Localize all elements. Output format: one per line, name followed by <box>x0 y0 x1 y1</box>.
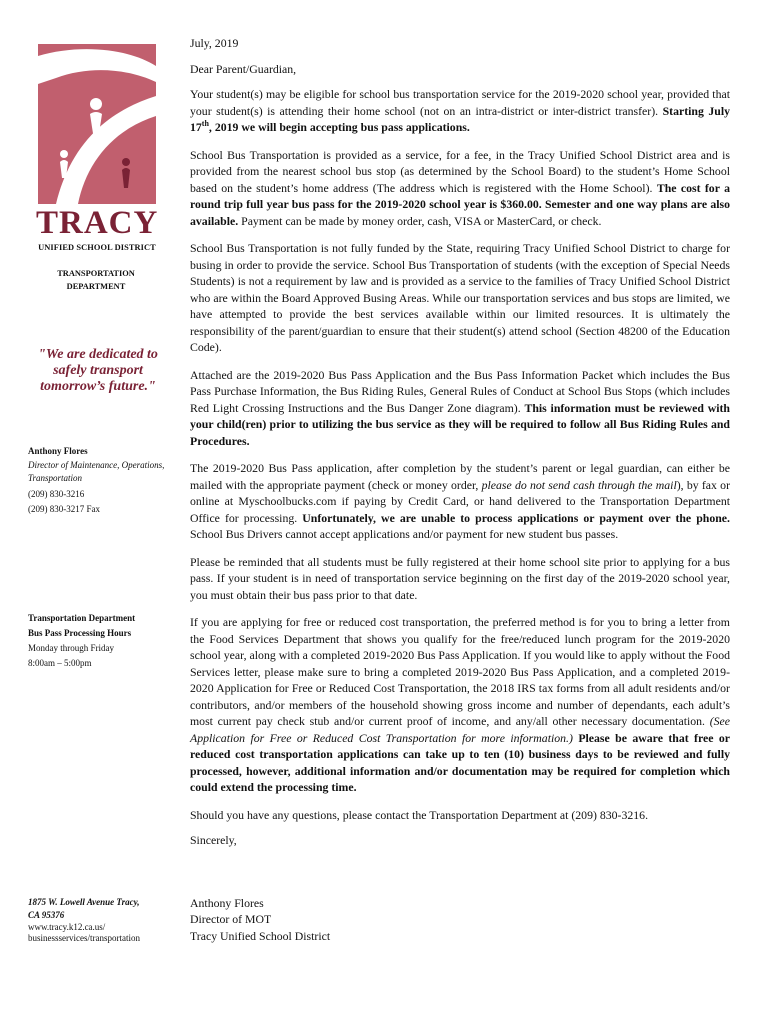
contact-title: Director of Maintenance, Operations, Transportation <box>28 460 165 483</box>
department-name: TRANSPORTATION DEPARTMENT <box>57 269 135 291</box>
p4-text: Attached are the 2019-2020 Bus Pass Application and the Bus Pass Information Packet which includes the Bus Pass Purchase Information, the Bus Riding Rules, General Rules of Conduct at School Bus Stops (which includes Red Light Crossing Instructions and the Bus Danger Zone diagram). <box>190 367 730 415</box>
p7-bold: Please be aware that free or reduced cost transportation applications can take up to ten (10) business days to be reviewed and fully processed, however, additional information and/or documentation may be required for completion which could extend the processing time. <box>190 730 730 794</box>
hours-block <box>28 611 168 671</box>
district-motto: "We are dedicated to safely transport tomorrow’s future." <box>38 347 158 394</box>
paragraph-questions: Should you have any questions, please contact the Transportation Department at (209) 830-3216. <box>190 807 649 822</box>
contact-name: Anthony Flores <box>28 446 88 456</box>
p5-italic: please do not send cash through the mail <box>481 477 677 492</box>
p7-italic: (See Application for Free or Reduced Cost Transportation for more information.) <box>190 714 730 745</box>
contact-phone: (209) 830-3216 <box>28 489 85 499</box>
paragraph-cost <box>190 147 730 230</box>
hours-days: Monday through Friday <box>28 643 114 653</box>
paragraph-registration: Please be reminded that all students must be fully registered at their home school site prior to applying for a bus pass. If your student is in need of transportation service beginning on the first day of the 2019-2020 school year, you must obtain their bus pass prior to that date. <box>190 554 730 602</box>
p1-bold-b: , 2019 we will begin accepting bus pass applications. <box>208 120 470 134</box>
p2-bold: The cost for a round trip full year bus pass for the 2019-2020 school year is $360.00. Semester and one way plans are also available. <box>190 180 730 228</box>
p5-text-mid: ), by fax or online at Myschoolbucks.com if paying by Credit Card, or hand delivered to the Transportation Department Office for processing. <box>190 477 730 525</box>
p5-text: The 2019-2020 Bus Pass application, after completion by the student’s parent or legal guardian, can either be mailed with the appropriate payment (check or money order, <box>190 461 730 492</box>
hours-title-processing: Bus Pass Processing Hours <box>28 628 132 638</box>
letter-date: July, 2019 <box>190 36 239 50</box>
p1-superscript: th <box>201 119 209 129</box>
address-street: 1875 W. Lowell Avenue Tracy, <box>28 897 140 907</box>
hours-title-department: Transportation Department <box>28 613 136 623</box>
p1-text: Your student(s) may be eligible for school bus transportation service for the 2019-2020 school year, provided that your student(s) is attending their home school (not on an intra-district or inter-district transfer). <box>190 87 730 118</box>
p2-text: School Bus Transportation is provided as a service, for a fee, in the Tracy Unified School District area and is provided from the nearest school bus stop (as determined by the School Board) to the student’s Home School based on the student’s home address (The address which is registered with the Home School). <box>190 147 730 195</box>
p7-text: If you are applying for free or reduced cost transportation, the preferred method is for you to bring a letter from the Food Services Department that shows you qualify for the free/reduced lunch program for the 2019-2020 school year, along with a completed 2019-2020 Bus Pass Application. If you would like to apply without the Food Services letter, please make sure to bring a completed 2019-2020 Bus Pass Application, and a completed 2019-2020 Application for Free or Reduced Cost Transportation, the 2018 IRS tax forms from all adult residents and/or contributors, and/or members of the household showing gross income and number of dependants, each adult’s most current pay check stub and/or current proof of income, and any/all other necessary documentation. <box>190 615 730 728</box>
logo-subtitle: UNIFIED SCHOOL DISTRICT <box>38 243 156 252</box>
paragraph-eligibility <box>190 86 730 136</box>
paragraph-application <box>190 460 730 543</box>
signature-name: Anthony Flores <box>190 895 264 910</box>
p1-bold-a: Starting July 17 <box>190 103 731 134</box>
letter-closing: Sincerely, <box>190 833 237 847</box>
hours-time: 8:00am – 5:00pm <box>28 658 92 668</box>
logo-wordmark: TRACY <box>36 205 159 241</box>
logo-figures-icon <box>38 44 156 204</box>
p5-bold: Unfortunately, we are unable to process applications or payment over the phone. <box>302 510 730 525</box>
p2-text-end: Payment can be made by money order, cash, VISA or MasterCard, or check. <box>238 213 602 228</box>
letter-salutation: Dear Parent/Guardian, <box>190 61 297 76</box>
contact-fax: (209) 830-3217 Fax <box>28 504 100 514</box>
website-line-1: www.tracy.k12.ca.us/ <box>28 922 106 932</box>
contact-block <box>28 444 168 517</box>
website-line-2: businessservices/transportation <box>28 933 140 943</box>
paragraph-reduced-cost <box>190 614 730 796</box>
signature-organization: Tracy Unified School District <box>190 928 331 943</box>
signature-block <box>190 895 730 945</box>
district-logo <box>38 44 156 204</box>
p4-bold: This information must be reviewed with your child(ren) prior to utilizing the bus service as they will be required to follow all Bus Riding Rules and Procedures. <box>190 400 730 448</box>
address-city: CA 95376 <box>28 910 65 920</box>
p5-text-end: School Bus Drivers cannot accept applications and/or payment for new student bus passes. <box>190 527 619 541</box>
paragraph-funding: School Bus Transportation is not fully funded by the State, requiring Tracy Unified School District to charge for busing in order to provide the service. School Bus Transportation of students (with the exception of Special Needs Students) is not a requirement by law and is provided as a service to the families of Tracy Unified School District who are within the Board Approved Busing Areas. While our transportation services and bus stops are limited, we have attempted to provide the best services available within our limited resources. It is ultimately the responsibility of the parent/guardian to ensure that their student(s) attend school (Section 48200 of the Education Code). <box>190 241 730 354</box>
letter-body <box>190 35 730 944</box>
signature-title: Director of MOT <box>190 912 272 926</box>
paragraph-attachments <box>190 367 730 450</box>
address-block <box>28 896 168 944</box>
